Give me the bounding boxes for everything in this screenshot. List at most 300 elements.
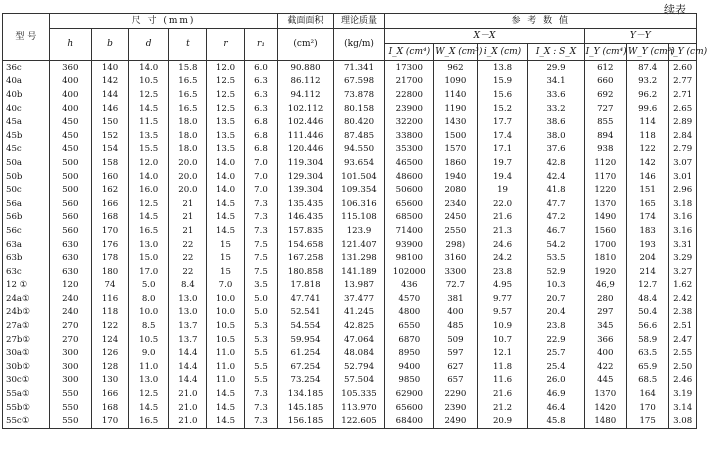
value-cell: 14.5 bbox=[207, 211, 244, 225]
value-cell: 47.2 bbox=[528, 211, 584, 225]
type-cell: 40b bbox=[3, 88, 50, 102]
value-cell: 35300 bbox=[385, 143, 434, 157]
value-cell: 2.71 bbox=[669, 88, 697, 102]
value-cell: 34.1 bbox=[528, 75, 584, 89]
value-cell: 962 bbox=[434, 61, 477, 75]
value-cell: 145.185 bbox=[278, 401, 333, 415]
value-cell: 20.0 bbox=[169, 183, 207, 197]
yy-axis-header: Y－Y bbox=[584, 29, 696, 44]
value-cell: 560 bbox=[49, 224, 91, 238]
value-cell: 21700 bbox=[385, 75, 434, 89]
type-cell: 27a① bbox=[3, 319, 50, 333]
table-row bbox=[3, 319, 697, 333]
value-cell: 38.6 bbox=[528, 115, 584, 129]
value-cell: 21 bbox=[169, 197, 207, 211]
value-cell: 140 bbox=[91, 61, 128, 75]
value-cell: 14.0 bbox=[207, 170, 244, 184]
value-cell: 106.316 bbox=[333, 197, 385, 211]
value-cell: 37.477 bbox=[333, 292, 385, 306]
value-cell: 47.741 bbox=[278, 292, 333, 306]
value-cell: 116 bbox=[91, 292, 128, 306]
value-cell: 21 bbox=[169, 224, 207, 238]
value-cell: 18.0 bbox=[169, 129, 207, 143]
value-cell: 102.112 bbox=[278, 102, 333, 116]
value-cell: 10.7 bbox=[477, 333, 528, 347]
value-cell: 1370 bbox=[584, 197, 626, 211]
value-cell: 20.4 bbox=[528, 306, 584, 320]
value-cell: 46.9 bbox=[528, 387, 584, 401]
value-cell: 134.185 bbox=[278, 387, 333, 401]
value-cell: 627 bbox=[434, 360, 477, 374]
value-cell: 5.0 bbox=[244, 306, 278, 320]
value-cell: 120 bbox=[49, 279, 91, 293]
value-cell: 9.0 bbox=[129, 346, 169, 360]
value-cell: 5.3 bbox=[244, 333, 278, 347]
value-cell: 1570 bbox=[434, 143, 477, 157]
value-cell: 9400 bbox=[385, 360, 434, 374]
value-cell: 63.5 bbox=[626, 346, 668, 360]
table-body bbox=[3, 61, 697, 429]
wx-header: W_X (cm³) bbox=[434, 44, 477, 61]
value-cell: 436 bbox=[385, 279, 434, 293]
value-cell: 7.0 bbox=[244, 170, 278, 184]
value-cell: 15.0 bbox=[129, 251, 169, 265]
value-cell: 400 bbox=[49, 88, 91, 102]
value-cell: 550 bbox=[49, 401, 91, 415]
value-cell: 13.7 bbox=[169, 319, 207, 333]
value-cell: 15 bbox=[207, 251, 244, 265]
value-cell: 180 bbox=[91, 265, 128, 279]
table-row bbox=[3, 156, 697, 170]
value-cell: 298) bbox=[434, 238, 477, 252]
value-cell: 10.3 bbox=[528, 279, 584, 293]
value-cell: 13.7 bbox=[169, 333, 207, 347]
value-cell: 11.6 bbox=[477, 374, 528, 388]
value-cell: 5.3 bbox=[244, 319, 278, 333]
value-cell: 118 bbox=[626, 129, 668, 143]
value-cell: 6.8 bbox=[244, 143, 278, 157]
value-cell: 727 bbox=[584, 102, 626, 116]
value-cell: 23.8 bbox=[528, 319, 584, 333]
value-cell: 48.4 bbox=[626, 292, 668, 306]
value-cell: 93900 bbox=[385, 238, 434, 252]
value-cell: 42.825 bbox=[333, 319, 385, 333]
dim-d-header: d bbox=[129, 29, 169, 61]
value-cell: 2.60 bbox=[669, 61, 697, 75]
value-cell: 366 bbox=[584, 333, 626, 347]
value-cell: 7.3 bbox=[244, 414, 278, 428]
value-cell: 14.0 bbox=[207, 156, 244, 170]
value-cell: 17300 bbox=[385, 61, 434, 75]
value-cell: 2.46 bbox=[669, 374, 697, 388]
value-cell: 7.3 bbox=[244, 401, 278, 415]
value-cell: 3.01 bbox=[669, 170, 697, 184]
value-cell: 87.485 bbox=[333, 129, 385, 143]
value-cell: 2550 bbox=[434, 224, 477, 238]
mass-header: 理论质量 bbox=[333, 14, 385, 29]
value-cell: 10.0 bbox=[207, 292, 244, 306]
value-cell: 13.987 bbox=[333, 279, 385, 293]
value-cell: 38.0 bbox=[528, 129, 584, 143]
value-cell: 2490 bbox=[434, 414, 477, 428]
value-cell: 2080 bbox=[434, 183, 477, 197]
value-cell: 2.38 bbox=[669, 306, 697, 320]
table-row bbox=[3, 333, 697, 347]
value-cell: 115.108 bbox=[333, 211, 385, 225]
value-cell: 612 bbox=[584, 61, 626, 75]
value-cell: 13.0 bbox=[129, 238, 169, 252]
value-cell: 1920 bbox=[584, 265, 626, 279]
value-cell: 128 bbox=[91, 360, 128, 374]
value-cell: 500 bbox=[49, 156, 91, 170]
value-cell: 8.0 bbox=[129, 292, 169, 306]
value-cell: 5.0 bbox=[244, 292, 278, 306]
value-cell: 3160 bbox=[434, 251, 477, 265]
i-beam-section-table bbox=[2, 13, 707, 429]
iy-header: I_Y (cm⁴) bbox=[584, 44, 626, 61]
value-cell: 214 bbox=[626, 265, 668, 279]
value-cell: 146 bbox=[91, 102, 128, 116]
value-cell: 509 bbox=[434, 333, 477, 347]
value-cell: 166 bbox=[91, 197, 128, 211]
mass-unit: (kg/m) bbox=[333, 29, 385, 61]
value-cell: 119.304 bbox=[278, 156, 333, 170]
table-row bbox=[3, 414, 697, 428]
value-cell: 7.5 bbox=[244, 251, 278, 265]
value-cell: 170 bbox=[626, 401, 668, 415]
value-cell: 22 bbox=[169, 238, 207, 252]
value-cell: 175 bbox=[626, 414, 668, 428]
value-cell: 381 bbox=[434, 292, 477, 306]
value-cell: 11.0 bbox=[207, 360, 244, 374]
value-cell: 14.5 bbox=[207, 387, 244, 401]
value-cell: 14.4 bbox=[169, 360, 207, 374]
value-cell: 14.5 bbox=[129, 102, 169, 116]
value-cell: 10.5 bbox=[129, 75, 169, 89]
value-cell: 630 bbox=[49, 251, 91, 265]
reference-values-header: 参 考 数 值 bbox=[385, 14, 697, 29]
value-cell: 240 bbox=[49, 306, 91, 320]
value-cell: 400 bbox=[584, 346, 626, 360]
value-cell: 9850 bbox=[385, 374, 434, 388]
value-cell: 50600 bbox=[385, 183, 434, 197]
value-cell: 13.5 bbox=[207, 129, 244, 143]
value-cell: 68400 bbox=[385, 414, 434, 428]
type-cell: 50a bbox=[3, 156, 50, 170]
value-cell: 46.7 bbox=[528, 224, 584, 238]
type-cell: 30c① bbox=[3, 374, 50, 388]
value-cell: 280 bbox=[584, 292, 626, 306]
type-cell: 55b① bbox=[3, 401, 50, 415]
type-cell: 56c bbox=[3, 224, 50, 238]
type-cell: 63a bbox=[3, 238, 50, 252]
value-cell: 146 bbox=[626, 170, 668, 184]
type-cell: 27b① bbox=[3, 333, 50, 347]
value-cell: 21.3 bbox=[477, 224, 528, 238]
value-cell: 167.258 bbox=[278, 251, 333, 265]
value-cell: 101.504 bbox=[333, 170, 385, 184]
value-cell: 15.5 bbox=[129, 143, 169, 157]
value-cell: 3.07 bbox=[669, 156, 697, 170]
value-cell: 65600 bbox=[385, 401, 434, 415]
dimensions-header: 尺 寸 (mm) bbox=[49, 14, 278, 29]
table-row bbox=[3, 238, 697, 252]
value-cell: 11.0 bbox=[207, 374, 244, 388]
value-cell: 597 bbox=[434, 346, 477, 360]
value-cell: 10.0 bbox=[207, 306, 244, 320]
value-cell: 183 bbox=[626, 224, 668, 238]
xx-axis-header: X－X bbox=[385, 29, 584, 44]
value-cell: 2340 bbox=[434, 197, 477, 211]
value-cell: 47.7 bbox=[528, 197, 584, 211]
value-cell: 5.5 bbox=[244, 346, 278, 360]
value-cell: 93.654 bbox=[333, 156, 385, 170]
type-cell: 56b bbox=[3, 211, 50, 225]
value-cell: 105.335 bbox=[333, 387, 385, 401]
value-cell: 90.880 bbox=[278, 61, 333, 75]
value-cell: 18.0 bbox=[169, 115, 207, 129]
value-cell: 10.5 bbox=[207, 333, 244, 347]
type-cell: 12 ① bbox=[3, 279, 50, 293]
table-row bbox=[3, 346, 697, 360]
value-cell: 12.5 bbox=[207, 75, 244, 89]
value-cell: 23900 bbox=[385, 102, 434, 116]
value-cell: 87.4 bbox=[626, 61, 668, 75]
area-unit: (cm²) bbox=[278, 29, 333, 61]
value-cell: 560 bbox=[49, 211, 91, 225]
value-cell: 37.6 bbox=[528, 143, 584, 157]
value-cell: 2.47 bbox=[669, 333, 697, 347]
value-cell: 297 bbox=[584, 306, 626, 320]
value-cell: 6.3 bbox=[244, 102, 278, 116]
dim-b-header: b bbox=[91, 29, 128, 61]
value-cell: 109.354 bbox=[333, 183, 385, 197]
value-cell: 550 bbox=[49, 387, 91, 401]
wy-header: W_Y (cm³) bbox=[626, 44, 668, 61]
value-cell: 13.5 bbox=[207, 143, 244, 157]
value-cell: 48600 bbox=[385, 170, 434, 184]
value-cell: 1220 bbox=[584, 183, 626, 197]
value-cell: 16.5 bbox=[169, 75, 207, 89]
value-cell: 11.0 bbox=[129, 360, 169, 374]
value-cell: 16.5 bbox=[169, 102, 207, 116]
value-cell: 657 bbox=[434, 374, 477, 388]
value-cell: 12.5 bbox=[129, 387, 169, 401]
value-cell: 93.2 bbox=[626, 75, 668, 89]
value-cell: 3.16 bbox=[669, 211, 697, 225]
value-cell: 62900 bbox=[385, 387, 434, 401]
value-cell: 65.9 bbox=[626, 360, 668, 374]
value-cell: 16.5 bbox=[129, 224, 169, 238]
table-row bbox=[3, 360, 697, 374]
value-cell: 14.5 bbox=[129, 211, 169, 225]
value-cell: 16.5 bbox=[129, 414, 169, 428]
value-cell: 11.0 bbox=[207, 346, 244, 360]
value-cell: 129.304 bbox=[278, 170, 333, 184]
value-cell: 157.835 bbox=[278, 224, 333, 238]
value-cell: 2.65 bbox=[669, 102, 697, 116]
value-cell: 19.4 bbox=[477, 170, 528, 184]
value-cell: 146.435 bbox=[278, 211, 333, 225]
value-cell: 26.0 bbox=[528, 374, 584, 388]
value-cell: 2.89 bbox=[669, 115, 697, 129]
value-cell: 12.0 bbox=[207, 61, 244, 75]
value-cell: 54.554 bbox=[278, 319, 333, 333]
value-cell: 14.5 bbox=[207, 414, 244, 428]
value-cell: 8.4 bbox=[169, 279, 207, 293]
value-cell: 270 bbox=[49, 333, 91, 347]
value-cell: 1430 bbox=[434, 115, 477, 129]
value-cell: 3.31 bbox=[669, 238, 697, 252]
value-cell: 21.6 bbox=[477, 211, 528, 225]
value-cell: 15.8 bbox=[169, 61, 207, 75]
type-cell: 55a① bbox=[3, 387, 50, 401]
value-cell: 630 bbox=[49, 265, 91, 279]
table-row bbox=[3, 265, 697, 279]
value-cell: 3.29 bbox=[669, 251, 697, 265]
value-cell: 938 bbox=[584, 143, 626, 157]
type-cell: 30b① bbox=[3, 360, 50, 374]
value-cell: 41.245 bbox=[333, 306, 385, 320]
value-cell: 485 bbox=[434, 319, 477, 333]
value-cell: 33.6 bbox=[528, 88, 584, 102]
value-cell: 16.0 bbox=[129, 183, 169, 197]
ix-header: I_X (cm⁴) bbox=[385, 44, 434, 61]
value-cell: 15 bbox=[207, 265, 244, 279]
table-row bbox=[3, 75, 697, 89]
type-cell: 40c bbox=[3, 102, 50, 116]
value-cell: 1940 bbox=[434, 170, 477, 184]
value-cell: 12.5 bbox=[129, 88, 169, 102]
value-cell: 65600 bbox=[385, 197, 434, 211]
value-cell: 86.112 bbox=[278, 75, 333, 89]
table-row bbox=[3, 88, 697, 102]
value-cell: 7.3 bbox=[244, 197, 278, 211]
value-cell: 33.2 bbox=[528, 102, 584, 116]
dim-r1-header: r₁ bbox=[244, 29, 278, 61]
value-cell: 15.2 bbox=[477, 102, 528, 116]
value-cell: 73.254 bbox=[278, 374, 333, 388]
value-cell: 94.112 bbox=[278, 88, 333, 102]
value-cell: 22 bbox=[169, 265, 207, 279]
value-cell: 21.0 bbox=[169, 414, 207, 428]
value-cell: 72.7 bbox=[434, 279, 477, 293]
value-cell: 560 bbox=[49, 197, 91, 211]
value-cell: 23.8 bbox=[477, 265, 528, 279]
value-cell: 16.5 bbox=[169, 88, 207, 102]
value-cell: 158 bbox=[91, 156, 128, 170]
value-cell: 118 bbox=[91, 306, 128, 320]
value-cell: 7.3 bbox=[244, 211, 278, 225]
type-cell: 24a① bbox=[3, 292, 50, 306]
value-cell: 9.77 bbox=[477, 292, 528, 306]
value-cell: 270 bbox=[49, 319, 91, 333]
value-cell: 12.7 bbox=[626, 279, 668, 293]
value-cell: 692 bbox=[584, 88, 626, 102]
value-cell: 4800 bbox=[385, 306, 434, 320]
value-cell: 33800 bbox=[385, 129, 434, 143]
value-cell: 80.158 bbox=[333, 102, 385, 116]
value-cell: 124 bbox=[91, 333, 128, 347]
value-cell: 6.8 bbox=[244, 115, 278, 129]
value-cell: 14.5 bbox=[129, 401, 169, 415]
value-cell: 10.9 bbox=[477, 319, 528, 333]
value-cell: 120.446 bbox=[278, 143, 333, 157]
table-row bbox=[3, 279, 697, 293]
table-row bbox=[3, 374, 697, 388]
value-cell: 160 bbox=[91, 170, 128, 184]
value-cell: 164 bbox=[626, 387, 668, 401]
value-cell: 300 bbox=[49, 346, 91, 360]
value-cell: 14.5 bbox=[207, 224, 244, 238]
table-row bbox=[3, 387, 697, 401]
value-cell: 4.95 bbox=[477, 279, 528, 293]
table-row bbox=[3, 183, 697, 197]
value-cell: 2.79 bbox=[669, 143, 697, 157]
value-cell: 1560 bbox=[584, 224, 626, 238]
value-cell: 14.0 bbox=[207, 183, 244, 197]
value-cell: 3.5 bbox=[244, 279, 278, 293]
value-cell: 47.064 bbox=[333, 333, 385, 347]
value-cell: 170 bbox=[91, 414, 128, 428]
table-row bbox=[3, 197, 697, 211]
value-cell: 59.954 bbox=[278, 333, 333, 347]
table-row bbox=[3, 129, 697, 143]
value-cell: 174 bbox=[626, 211, 668, 225]
value-cell: 2.77 bbox=[669, 75, 697, 89]
value-cell: 1090 bbox=[434, 75, 477, 89]
type-cell: 55c① bbox=[3, 414, 50, 428]
value-cell: 25.7 bbox=[528, 346, 584, 360]
value-cell: 12.5 bbox=[207, 88, 244, 102]
value-cell: 17.818 bbox=[278, 279, 333, 293]
value-cell: 19 bbox=[477, 183, 528, 197]
value-cell: 20.0 bbox=[169, 156, 207, 170]
value-cell: 14.0 bbox=[129, 170, 169, 184]
value-cell: 3.19 bbox=[669, 387, 697, 401]
value-cell: 24.6 bbox=[477, 238, 528, 252]
value-cell: 7.0 bbox=[244, 156, 278, 170]
value-cell: 240 bbox=[49, 292, 91, 306]
value-cell: 2.84 bbox=[669, 129, 697, 143]
value-cell: 17.4 bbox=[477, 129, 528, 143]
value-cell: 122.605 bbox=[333, 414, 385, 428]
value-cell: 15.6 bbox=[477, 88, 528, 102]
value-cell: 14.5 bbox=[207, 197, 244, 211]
table-row bbox=[3, 143, 697, 157]
value-cell: 142 bbox=[91, 75, 128, 89]
value-cell: 135.435 bbox=[278, 197, 333, 211]
value-cell: 131.298 bbox=[333, 251, 385, 265]
value-cell: 15.9 bbox=[477, 75, 528, 89]
iy-radius-header: i_Y (cm) bbox=[669, 44, 697, 61]
type-cell: 45c bbox=[3, 143, 50, 157]
value-cell: 61.254 bbox=[278, 346, 333, 360]
value-cell: 13.0 bbox=[129, 374, 169, 388]
value-cell: 500 bbox=[49, 170, 91, 184]
value-cell: 450 bbox=[49, 143, 91, 157]
value-cell: 165 bbox=[626, 197, 668, 211]
value-cell: 130 bbox=[91, 374, 128, 388]
value-cell: 7.3 bbox=[244, 387, 278, 401]
value-cell: 1480 bbox=[584, 414, 626, 428]
value-cell: 52.541 bbox=[278, 306, 333, 320]
value-cell: 445 bbox=[584, 374, 626, 388]
value-cell: 168 bbox=[91, 211, 128, 225]
value-cell: 7.0 bbox=[207, 279, 244, 293]
table-row bbox=[3, 102, 697, 116]
area-header: 截面面积 bbox=[278, 14, 333, 29]
